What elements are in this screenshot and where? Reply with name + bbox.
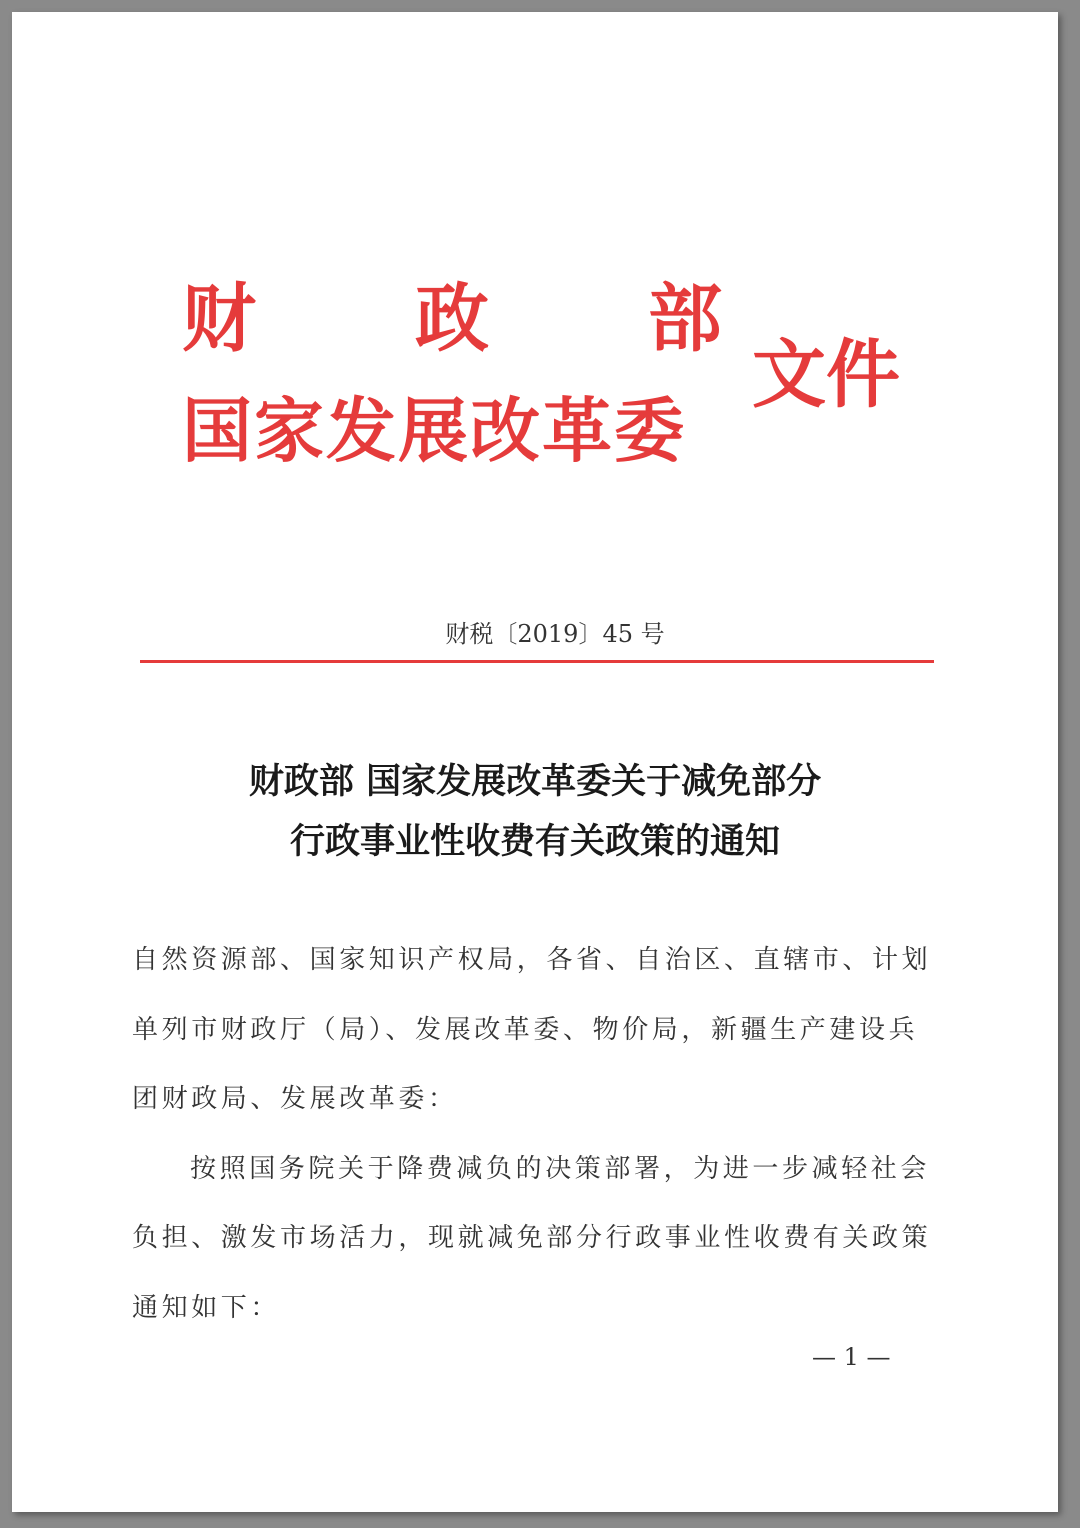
title-line-1: 财政部 国家发展改革委关于减免部分 [248, 762, 822, 802]
header-char: 政 [415, 276, 489, 362]
header-char: 部 [648, 276, 722, 362]
header-issuer-line1 [182, 274, 722, 364]
title-line-2: 行政事业性收费有关政策的通知 [289, 822, 780, 862]
document-number: 财税〔2019〕45 号 [445, 620, 665, 648]
addressees: 自然资源部、国家知识产权局，各省、自治区、直辖市、计划单列市财政厅（局）、发展改革委、物价局，新疆生产建设兵团财政局、发展改革委： [132, 945, 932, 1114]
red-divider-line [140, 660, 934, 663]
header-issuer-line2: 国家发展改革委 [182, 389, 686, 472]
document-title [12, 752, 1058, 872]
document-page [12, 12, 1058, 1512]
document-body [132, 926, 932, 1343]
header-document-suffix: 文件 [752, 332, 900, 418]
page-number: — 1 — [812, 1343, 891, 1371]
header-char: 财 [182, 276, 256, 362]
body-paragraph: 按照国务院关于降费减负的决策部署，为进一步减轻社会负担、激发市场活力，现就减免部分行政事业性收费有关政策通知如下： [132, 1153, 932, 1323]
